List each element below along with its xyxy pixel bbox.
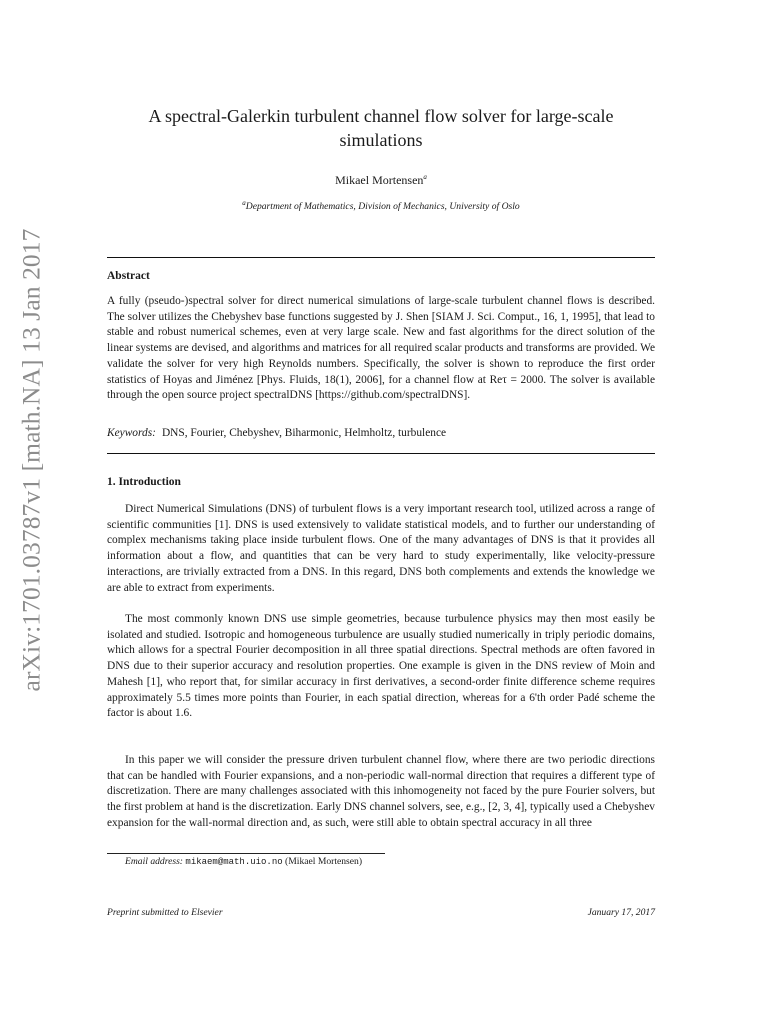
arxiv-identifier-stamp	[14, 230, 48, 690]
author-name: Mikael Mortensen	[335, 173, 424, 187]
arxiv-identifier-text: arXiv:1701.03787v1 [math.NA] 13 Jan 2017	[16, 228, 45, 692]
paper-title: A spectral-Galerkin turbulent channel flow solver for large-scale simulations	[148, 106, 614, 150]
keywords-label: Keywords:	[107, 427, 156, 439]
footnote-name: (Mikael Mortensen)	[285, 856, 363, 867]
keywords-text: DNS, Fourier, Chebyshev, Biharmonic, Helmholtz, turbulence	[161, 427, 447, 439]
footer-date: January 17, 2017	[587, 907, 655, 918]
section-heading-introduction: 1. Introduction	[107, 476, 181, 488]
affiliation-mark: a	[242, 199, 246, 207]
affiliation-line	[107, 199, 655, 212]
intro-paragraph-3: In this paper we will consider the pressure driven turbulent channel flow, where there are two periodic directions that can be handled with Fourier expansions, and a non-periodic wall-normal direction that requires a different type of discretization. There are many challenges associated with this inhomogeneity not faced by the pure Fourier solvers, but the first problem at hand is the discretization. Early DNS channel solvers, see, e.g., [2, 3, 4], typically used a Chebyshev expansion for the wall-normal direction and, as such, were still able to obtain spectral accuracy in all three	[107, 754, 655, 829]
abstract-heading: Abstract	[107, 270, 150, 282]
footnote-rule	[107, 853, 385, 854]
affiliation-text: Department of Mathematics, Division of Mechanics, University of Oslo	[245, 201, 520, 213]
keywords-line	[107, 427, 655, 439]
footer-journal-note: Preprint submitted to Elsevier	[107, 907, 223, 918]
footnote-email-link[interactable]: mikaem@math.uio.no	[185, 857, 283, 867]
abstract-text: A fully (pseudo-)spectral solver for direct numerical simulations of large-scale turbulent channel flows is described. The solver utilizes the Chebyshev base functions suggested by J. Shen [SIAM J. Sci. Comput., 16, 1, 1995], that lead to stable and robust numerical schemes, even at very large scale. New and fast algorithms for the direct solution of the linear systems are devised, and algorithms and matrices for all required scalar products and transforms are provided. We validate the solver for very high Reynolds numbers. Specifically, the solver is shown to reproduce the first order statistics of Hoyas and Jiménez [Phys. Fluids, 18(1), 2006], for a channel flow at Reτ = 2000. The solver is available through the open source project spectralDNS [https://github.com/spectralDNS].	[107, 295, 655, 402]
abstract-bottom-rule	[107, 453, 655, 454]
intro-paragraph-1: Direct Numerical Simulations (DNS) of turbulent flows is a very important research tool, utilized across a range of scientific communities [1]. DNS is used extensively to validate statistical models, and to further our understanding of complex mechanisms taking place inside turbulent flows. One of the many advantages of DNS is that it provides all information about a flow, and quantities that can be very hard to study experimentally, like velocity-pressure interactions, are trivially extracted from a DNS. In this regard, DNS both complements and extends the knowledge we are able to extract from experiments.	[107, 503, 655, 594]
footnote	[125, 856, 362, 867]
abstract-top-rule	[107, 257, 655, 258]
author-line	[107, 173, 655, 188]
author-affiliation-mark: a	[423, 173, 427, 181]
footnote-label: Email address:	[125, 856, 184, 867]
intro-paragraph-2: The most commonly known DNS use simple geometries, because turbulence physics may then most easily be isolated and studied. Isotropic and homogeneous turbulence are usually studied numerically in triply periodic domains, which allows for a spectral Fourier decomposition in all three spatial directions. Spectral methods are often favored in DNS due to their superior accuracy and resolution properties. One example is given in the DNS review of Moin and Mahesh [1], who report that, for similar accuracy in first derivatives, a second-order finite difference scheme requires approximately 5.5 times more points than Fourier, in each spatial direction, whereas for a 6'th order Padé scheme the factor is about 1.6.	[107, 613, 655, 720]
